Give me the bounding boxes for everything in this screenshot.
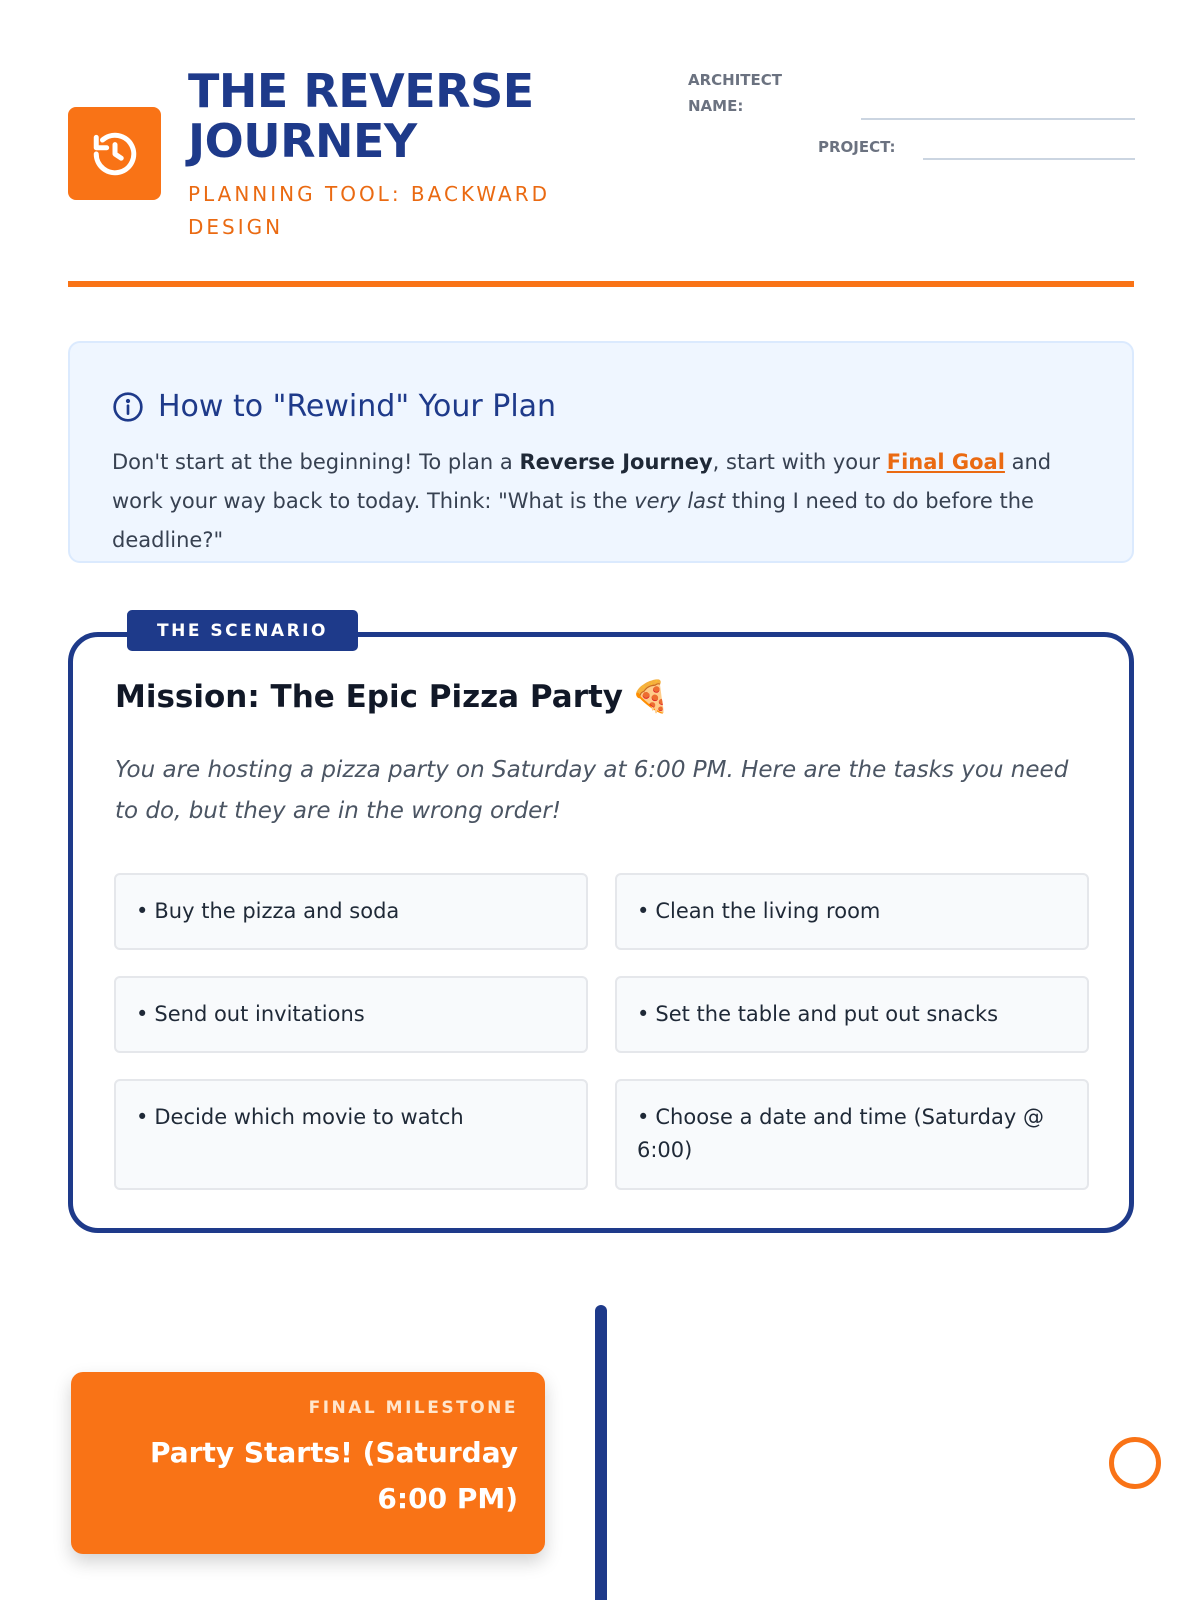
task-label: Buy the pizza and soda xyxy=(154,899,400,923)
project-label: PROJECT: xyxy=(818,138,896,156)
title-block xyxy=(188,66,608,244)
instructions-text-part: , start with your xyxy=(712,450,887,474)
bullet-icon: • xyxy=(136,1105,149,1129)
bullet-icon: • xyxy=(136,899,149,923)
instructions-heading xyxy=(112,389,556,424)
architect-name-label: ARCHITECT NAME: xyxy=(688,71,783,115)
instructions-title: How to "Rewind" Your Plan xyxy=(158,389,557,424)
final-goal-highlight: Final Goal xyxy=(886,450,1005,474)
task-label: Clean the living room xyxy=(655,899,881,923)
milestone-label: FINAL MILESTONE xyxy=(308,1398,518,1418)
task-card[interactable] xyxy=(114,873,588,950)
project-field[interactable] xyxy=(923,158,1135,160)
header-divider xyxy=(68,281,1134,287)
task-label: Decide which movie to watch xyxy=(154,1105,464,1129)
milestone-title: Party Starts! (Saturday 6:00 PM) xyxy=(150,1436,518,1515)
bullet-icon: • xyxy=(637,1105,650,1129)
mission-title-text: Mission: The Epic Pizza Party xyxy=(115,678,624,715)
bullet-icon: • xyxy=(637,899,650,923)
task-label: Choose a date and time (Saturday @ 6:00) xyxy=(637,1105,1044,1162)
history-icon xyxy=(90,129,140,179)
final-milestone-card xyxy=(71,1372,545,1554)
task-card[interactable] xyxy=(615,1079,1089,1190)
timeline-marker xyxy=(1109,1437,1161,1489)
page-subtitle: PLANNING TOOL: BACKWARD DESIGN xyxy=(188,182,550,239)
instructions-box xyxy=(68,341,1134,563)
task-card[interactable] xyxy=(615,873,1089,950)
task-label: Set the table and put out snacks xyxy=(655,1002,999,1026)
instructions-text-part: Don't start at the beginning! To plan a xyxy=(112,450,520,474)
pizza-icon: 🍕 xyxy=(631,679,670,715)
scenario-tag: THE SCENARIO xyxy=(127,610,358,651)
task-card[interactable] xyxy=(114,976,588,1053)
very-last-emphasis: very last xyxy=(634,489,726,513)
task-label: Send out invitations xyxy=(154,1002,365,1026)
reverse-journey-emphasis: Reverse Journey xyxy=(519,450,713,474)
architect-name-field[interactable] xyxy=(861,118,1135,120)
info-icon xyxy=(112,391,144,423)
mission-title xyxy=(115,678,670,715)
instructions-text-part: and work your way back to today. Think: "What is the xyxy=(112,450,1052,513)
instructions-text xyxy=(112,443,1102,560)
bullet-icon: • xyxy=(637,1002,650,1026)
bullet-icon: • xyxy=(136,1002,149,1026)
instructions-text-part: thing I need to do before the deadline?" xyxy=(112,489,1034,552)
task-card[interactable] xyxy=(114,1079,588,1190)
page-header xyxy=(68,62,1134,287)
task-card[interactable] xyxy=(615,976,1089,1053)
timeline-line xyxy=(595,1305,607,1600)
scenario-description: You are hosting a pizza party on Saturday at 6:00 PM. Here are the tasks you need to do, but they are in the wrong order! xyxy=(115,757,1069,824)
page-title: THE REVERSE JOURNEY xyxy=(188,64,534,168)
logo xyxy=(68,107,161,200)
